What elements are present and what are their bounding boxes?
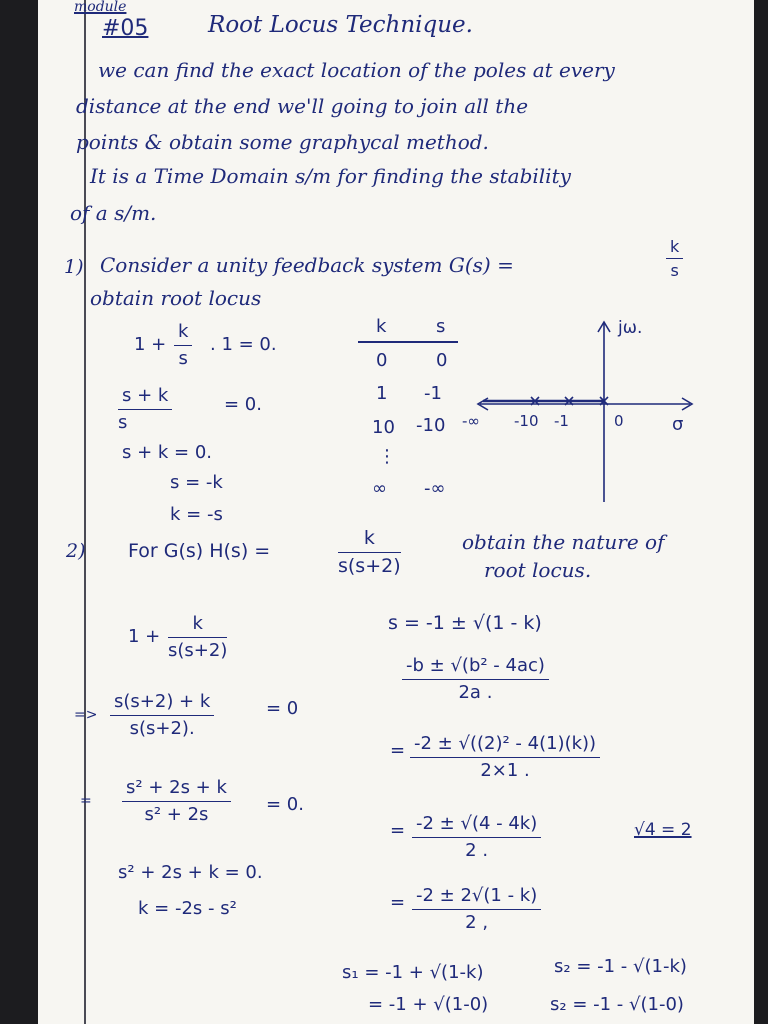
ex1-step1-fraction: $\frac{k}{s}$	[174, 322, 192, 369]
table-cell: 10	[372, 417, 395, 438]
tick-label: -∞	[462, 412, 480, 430]
ex2-left-step3-pre: =	[80, 793, 92, 809]
table-cell: ∞	[372, 478, 387, 499]
ex2-right-step4-pre: =	[390, 820, 406, 841]
ex2-left-step1-pre: 1 +	[128, 626, 161, 647]
ex2-left-step1-fraction: $\frac{k}{s(s+2)}$	[168, 613, 228, 661]
example2-lead: For G(s) H(s) =	[128, 540, 271, 562]
ex2-right-step3-fraction: $\frac{\text{-2 ± √((2)² - 4(1)(k))}}{2\times 1 .}$	[410, 734, 600, 781]
ex2-left-step3-fraction: $\frac{\text{s² + 2s + k}}{\text{s² + 2s}}$	[122, 778, 231, 825]
example1-task: obtain root locus	[90, 286, 262, 310]
intro-line-2: distance at the end we'll going to join all the	[76, 94, 529, 118]
gs-numerator: k	[666, 238, 683, 259]
table-cell: 1	[376, 383, 388, 404]
table-cell: -∞	[424, 478, 446, 499]
intro-line-1: we can find the exact location of the poles at every	[98, 58, 615, 82]
table-cell: -10	[416, 415, 446, 436]
x-axis-label: σ	[672, 414, 684, 435]
ex1-step3: s + k = 0.	[122, 442, 213, 463]
root-s2: s₂ = -1 - √(1-k)	[554, 956, 687, 977]
ex2-right-step1: s = -1 ± √(1 - k)	[388, 612, 542, 634]
note-number: #05	[102, 16, 149, 41]
tick-label: 0	[614, 412, 624, 430]
ex2-left-step2-pre: =>	[74, 707, 98, 723]
page-title: Root Locus Technique.	[208, 12, 473, 38]
tick-label: -10	[514, 412, 539, 430]
ex1-step2-post: = 0.	[224, 394, 262, 415]
example2-marker: 2)	[66, 540, 86, 562]
gh-denominator: s(s+2)	[338, 554, 401, 577]
root-s2-eval: s₂ = -1 - √(1-0)	[550, 994, 684, 1015]
example2-task-line2: root locus.	[484, 558, 592, 582]
ex2-right-step4-fraction: $\frac{-2 \pm √(4 - 4k)}{2 .}$	[412, 814, 541, 861]
ex2-right-step5-fraction: $\frac{-2 \pm 2√(1 - k)}{2 ,}$	[412, 886, 541, 933]
gs-denominator: s	[670, 261, 679, 281]
ex2-right-step5-pre: =	[390, 892, 406, 913]
example1-statement: Consider a unity feedback system G(s) =	[100, 253, 514, 277]
table-cell: ⋮	[378, 446, 396, 467]
table-cell: -1	[424, 383, 442, 404]
gh-numerator: k	[338, 528, 401, 553]
intro-line-3: points & obtain some graphycal method.	[76, 130, 489, 154]
intro-line-4: It is a Time Domain s/m for finding the stability	[90, 164, 571, 188]
table-cell: 0	[436, 350, 448, 371]
ex1-step5: k = -s	[170, 504, 223, 525]
ex2-right-step3-pre: =	[390, 740, 406, 761]
example2-task-line1: obtain the nature of	[462, 530, 665, 554]
ex1-step2-fraction: $\frac{s + k}{s}$	[118, 386, 172, 433]
ex1-step1-post: . 1 = 0.	[210, 334, 277, 355]
ex2-left-step4: s² + 2s + k = 0.	[118, 862, 263, 883]
tick-label: -1	[554, 412, 569, 430]
ex2-left-step2-post: = 0	[266, 698, 299, 719]
ex2-note: √4 = 2	[634, 820, 692, 840]
table-header-k: k	[376, 316, 387, 337]
y-axis-label: jω.	[618, 318, 643, 338]
ex2-left-step3-post: = 0.	[266, 794, 304, 815]
ex1-step1-pre: 1 +	[134, 334, 167, 355]
intro-line-5: of a s/m.	[70, 201, 157, 225]
root-s1-eval: = -1 + √(1-0)	[368, 994, 489, 1015]
table-cell: 0	[376, 350, 388, 371]
table-header-s: s	[436, 316, 446, 337]
module-tag: module	[74, 0, 127, 15]
ex2-right-step2-fraction: $\frac{\text{-b ± √(b² - 4ac)}}{2a .}$	[402, 656, 549, 703]
example1-marker: 1)	[64, 256, 84, 278]
example2-gh-fraction	[338, 528, 401, 578]
ex2-left-step5: k = -2s - s²	[138, 898, 237, 919]
ex2-left-step2-fraction: $\frac{s(s+2) + k}{s(s+2).}$	[110, 692, 214, 739]
root-s1: s₁ = -1 + √(1-k)	[342, 962, 484, 983]
ex1-step4: s = -k	[170, 472, 223, 493]
notebook-page	[38, 0, 754, 1024]
